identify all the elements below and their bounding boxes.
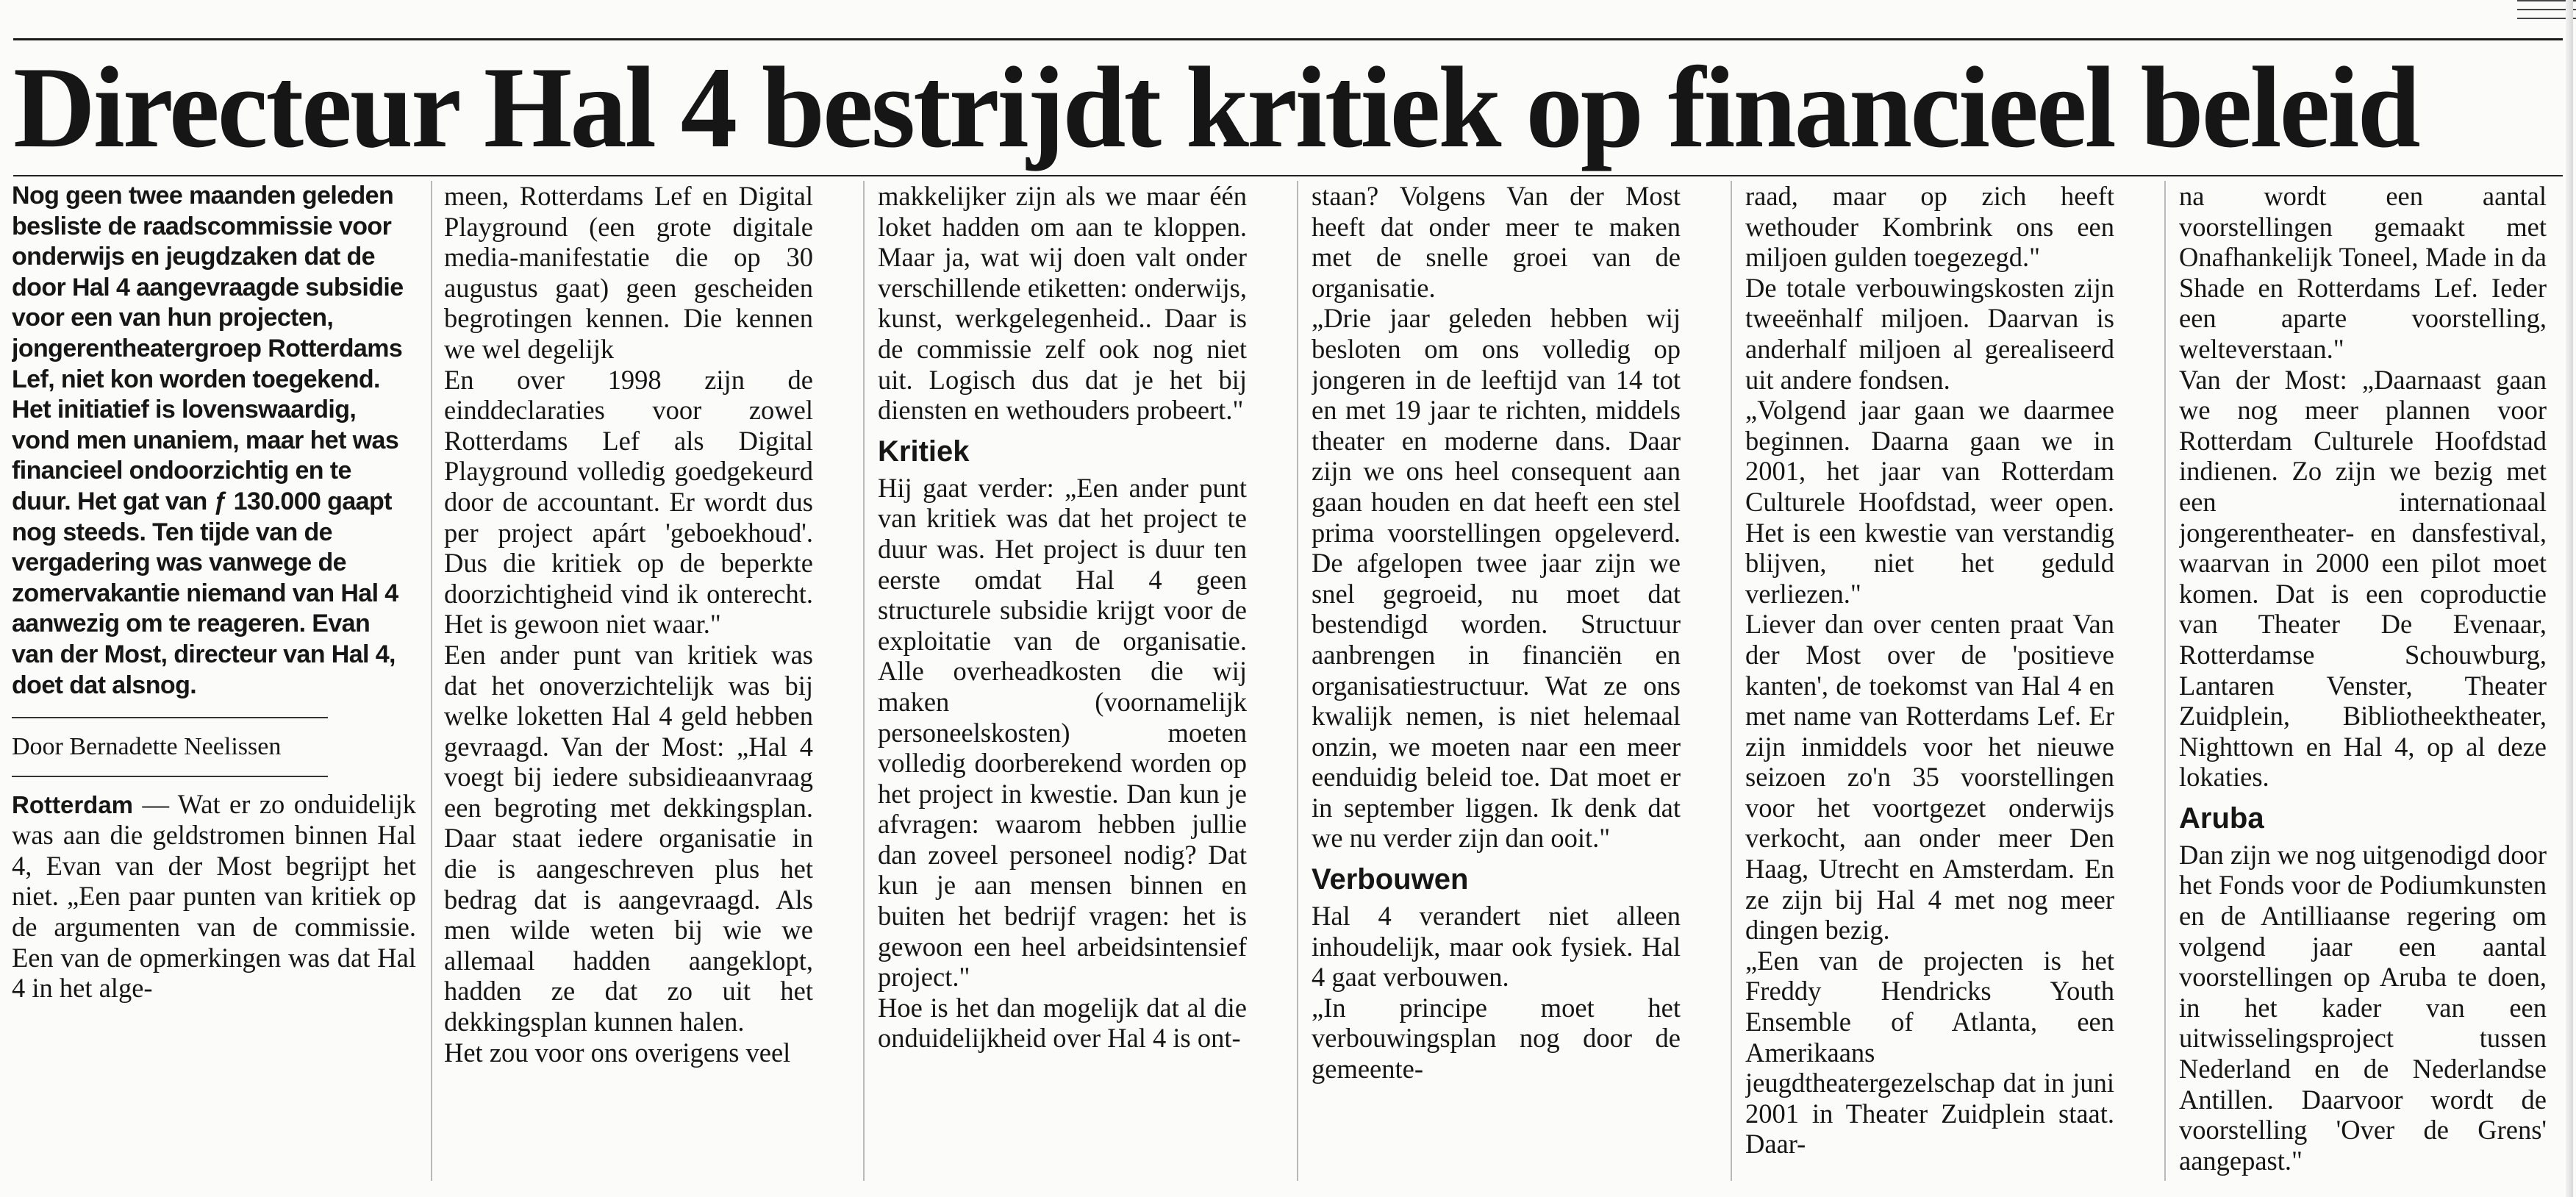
headline-rule (13, 175, 2563, 176)
body-paragraph: „In principe moet het verbouwingsplan nog door de gemeente- (1312, 992, 1681, 1085)
column-6 (2179, 181, 2547, 1181)
column-divider (2164, 181, 2166, 1181)
body-paragraph: staan? Volgens Van der Most heeft dat onder meer te maken met de snelle groei van de organisatie. (1312, 181, 1681, 303)
body-paragraph: De totale verbouwingskosten zijn tweeënhalf miljoen. Daarvan is anderhalf miljoen al gerealiseerd uit andere fondsen. (1745, 272, 2114, 395)
byline: Door Bernadette Neelissen (12, 733, 282, 761)
column-1 (12, 181, 416, 1181)
body-paragraph: Hal 4 verandert niet alleen inhoudelijk, maar ook fysiek. Hal 4 gaat verbouwen. (1312, 901, 1681, 993)
body-paragraph: Liever dan over centen praat Van der Most over de 'positieve kanten', de toekomst van Hal 4 en met name van Rotterdams Lef. Er zijn inmiddels voor het nieuwe seizoen zo'n 35 voorstellingen voor het voortgezet onderwijs verkocht, aan onder meer Den Haag, Utrecht en Amsterdam. En ze zijn bij Hal 4 met nog meer dingen bezig. (1745, 609, 2114, 946)
byline-divider-bottom (12, 776, 328, 777)
column-3 (878, 181, 1247, 1181)
body-paragraph: Het zou voor ons overigens veel (444, 1037, 791, 1068)
dateline: Rotterdam (12, 790, 134, 818)
subheading-verbouwen: Verbouwen (1312, 863, 1469, 896)
col1-body-text: — Wat er zo onduidelijk was aan die geldstromen binnen Hal 4, Evan van der Most begrijpt het niet. „Een paar punten van kritiek op de argumenten van de commissie. Een van de opmerkingen was dat Hal 4 in het alge- (12, 788, 416, 1004)
body-paragraph: meen, Rotterdams Lef en Digital Playground (een grote digitale media-manifestatie die op 30 augustus gaat) geen gescheiden begrotingen kennen. Die kennen we wel degelijk (444, 181, 813, 364)
column-2 (444, 181, 813, 1181)
body-paragraph: raad, maar op zich heeft wethouder Kombrink ons een miljoen gulden toegezegd." (1745, 181, 2114, 273)
body-paragraph: Hoe is het dan mogelijk dat al die onduidelijkheid over Hal 4 is ont- (878, 992, 1247, 1054)
column-5 (1745, 181, 2114, 1181)
body-paragraph: Hij gaat verder: „Een ander punt van kritiek was dat het project te duur was. Het project is duur ten eerste omdat Hal 4 geen structurele subsidie krijgt voor de exploitatie van de organisatie. Alle overheadkosten die wij maken (voornamelijk personeelskosten) moeten volledig doorberekend worden op het project in kwestie. Dan kun je afvragen: waarom hebben jullie dan zoveel personeel nodig? Dat kun je aan mensen binnen en buiten het bedrijf vragen: het is gewoon een heel arbeidsintensief project." (878, 472, 1247, 993)
body-paragraph: En over 1998 zijn de einddeclaraties voor zowel Rotterdams Lef als Digital Playground volledig goedgekeurd door de accountant. Er wordt dus per project apárt 'geboekhoud'. Dus die kritiek op de beperkte doorzichtigheid vind ik onterecht. Het is gewoon niet waar." (444, 364, 813, 640)
headline: Directeur Hal 4 bestrijdt kritiek op financieel beleid (13, 43, 2419, 172)
column-divider (431, 181, 432, 1181)
byline-divider (12, 717, 328, 718)
body-paragraph (12, 789, 416, 1004)
top-rule (13, 38, 2563, 40)
body-paragraph: Van der Most: „Daarnaast gaan we nog meer plannen voor Rotterdam Culturele Hoofdstad indienen. Zo zijn we bezig met een internationaal jongerentheater- en dansfestival, waarvan in 2000 een pilot moet komen. Dat is een coproductie van Theater De Evenaar, Rotterdamse Schouwburg, Lantaren Venster, Theater Zuidplein, Bibliotheektheater, Nighttown en Hal 4, op al deze lokaties. (2179, 364, 2547, 793)
subheading-aruba: Aruba (2179, 801, 2264, 835)
body-paragraph: Dan zijn we nog uitgenodigd door het Fonds voor de Podiumkunsten en de Antilliaanse regering om volgend jaar een aantal voorstellingen op Aruba te doen, in het kader van een uitwisselingsproject tussen Nederland en de Nederlandse Antillen. Daarvoor wordt de voorstelling 'Over de Grens' aangepast." (2179, 839, 2547, 1176)
body-paragraph: „Volgend jaar gaan we daarmee beginnen. Daarna gaan we in 2001, het jaar van Rotterdam Culturele Hoofdstad, weer open. Het is een kwestie van verstandig blijven, niet het geduld verliezen." (1745, 395, 2114, 609)
intro-paragraph: Nog geen twee maanden geleden besliste de raadscommissie voor onderwijs en jeugdzaken dat de door Hal 4 aangevraagde subsidie voor een van hun projecten, jongerentheatergroep Rotterdams Lef, niet kon worden toegekend. Het initiatief is lovenswaardig, vond men unaniem, maar het was financieel ondoorzichtig en te duur. Het gat van ƒ 130.000 gaapt nog steeds. Ten tijde van de vergadering was vanwege de zomervakantie niemand van Hal 4 aanwezig om te reageren. Evan van der Most, directeur van Hal 4, doet dat alsnog. (12, 182, 404, 699)
body-paragraph: makkelijker zijn als we maar één loket hadden om aan te kloppen. Maar ja, wat wij doen valt onder verschillende etiketten: onderwijs, kunst, werkgelegenheid.. Daar is de commissie zelf ook nog niet uit. Logisch dus dat je het bij diensten en wethouders probeert." (878, 181, 1247, 426)
body-paragraph: „Drie jaar geleden hebben wij besloten om ons volledig op jongeren in de leeftijd van 14 tot en met 19 jaar te richten, middels theater en moderne dans. Daar zijn we ons heel consequent aan gaan houden en dat heeft een stel prima voorstellingen opgeleverd. De afgelopen twee jaar zijn we snel gegroeid, nu moet dat bestendigd worden. Structuur aanbrengen in financiën en organisatiestructuur. Wat ze ons kwalijk nemen, is niet helemaal onzin, we moeten naar een meer eenduidig beleid toe. Dat moet er in september liggen. Ik denk dat we nu verder zijn dan ooit." (1312, 303, 1681, 854)
column-divider (1731, 181, 1732, 1181)
column-divider (863, 181, 865, 1181)
body-paragraph: „Een van de projecten is het Freddy Hendricks Youth Ensemble of Atlanta, een Amerikaans jeugdtheatergezelschap dat in juni 2001 in Theater Zuidplein staat. Daar- (1745, 945, 2114, 1160)
subheading-kritiek: Kritiek (878, 435, 970, 468)
column-divider (1297, 181, 1298, 1181)
column-4 (1312, 181, 1681, 1181)
body-paragraph: na wordt een aantal voorstellingen gemaakt met Onafhankelijk Toneel, Made in da Shade en Rotterdams Lef. Ieder een aparte voorstelling, welteverstaan." (2179, 181, 2547, 364)
body-paragraph: Een ander punt van kritiek was dat het onoverzichtelijk was bij welke loketten Hal 4 geld hebben gevraagd. Van der Most: „Hal 4 voegt bij iedere subsidieaanvraag een begroting met dekkingsplan. Daar staat iedere organisatie in die is aangeschreven plus het bedrag dat is aangevraagd. Als men wilde weten bij wie we allemaal hadden aangeklopt, hadden ze dat zo uit het dekkingsplan kunnen halen. (444, 639, 813, 1037)
scan-edge-shadow (2566, 0, 2573, 1197)
